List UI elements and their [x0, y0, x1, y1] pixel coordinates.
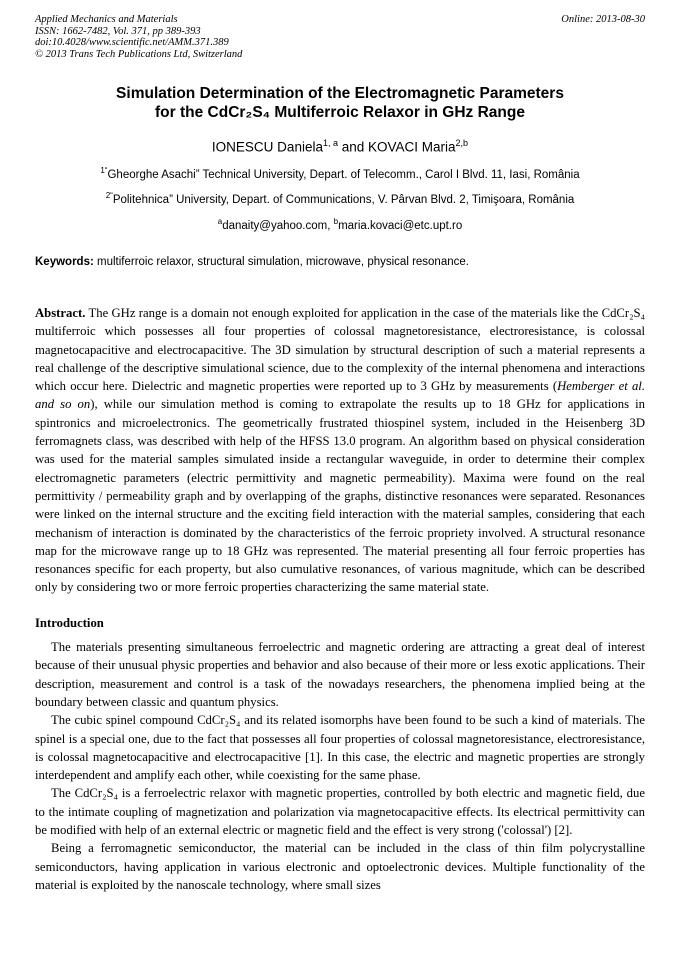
paper-title-line2: for the CdCr₂S₄ Multiferroic Relaxor in GHz Range — [155, 104, 525, 121]
introduction-heading: Introduction — [35, 615, 104, 630]
issn-volume-line: ISSN: 1662-7482, Vol. 371, pp 389-393 — [35, 25, 201, 37]
email-b-superscript: b — [333, 217, 339, 227]
author-2-name: KOVACI Maria — [368, 139, 456, 155]
keywords-line — [35, 255, 645, 270]
abstract-citation-italic: Hemberger et al. and so on — [35, 379, 645, 412]
abstract-label: Abstract. — [35, 305, 86, 320]
affiliation-1-text: Gheorghe Asachi” Technical University, Depart. of Telecomm., Carol I Blvd. 11, Iasi, România — [107, 168, 580, 181]
copyright-line: © 2013 Trans Tech Publications Ltd, Switzerland — [35, 48, 243, 60]
email-a-superscript: a — [217, 217, 223, 227]
authors-connector: and — [337, 139, 369, 155]
keywords-text: multiferroic relaxor, structural simulation, microwave, physical resonance. — [93, 255, 469, 268]
doi-line: doi:10.4028/www.scientific.net/AMM.371.389 — [35, 37, 229, 48]
author-1-name: IONESCU Daniela — [211, 139, 323, 155]
intro-paragraph-1: The materials presenting simultaneous ferroelectric and magnetic ordering are attracting a great deal of interest because of their unusual physic properties and behavior and also because of their more or less exotic applications. Their description, measurement and control is a task of the nowadays researchers, the phenomena implied being at the boundary between classic and quantum physics. — [35, 640, 645, 709]
intro-paragraph-4: Being a ferromagnetic semiconductor, the material can be included in the class of thin film polycrystalline semiconductors, having application in various electronic and optoelectronic devices. Multiple functionality of the material is exploited by the nanoscale technology, where small sizes — [35, 841, 645, 892]
author-1-superscript: 1, a — [322, 138, 338, 148]
abstract-paragraph — [35, 304, 645, 597]
authors-line — [35, 135, 645, 156]
affiliation-1-superscript: 1“ — [100, 165, 108, 175]
author-2-superscript: 2,b — [455, 138, 469, 148]
online-date: Online: 2013-08-30 — [561, 14, 645, 25]
email-a: danaity@yahoo.com, — [222, 219, 334, 232]
keywords-label: Keywords: — [35, 255, 94, 268]
email-b: maria.kovaci@etc.upt.ro — [338, 219, 463, 232]
paper-title-line1: Simulation Determination of the Electromagnetic Parameters — [116, 85, 564, 102]
intro-paragraph-2: The cubic spinel compound CdCr₂S₄ and its related isomorphs have been found to be such a kind of materials. The spinel is a special one, due to the fact that possesses all four properties of colossal magnetoresistance, electroresistance, is colossal magnetocapacitive and electrocapacitive [1]. In this case, the electric and magnetic properties are strongly interdependent and amplify each other, while coexisting for the same phase. — [35, 713, 645, 783]
introduction-section — [35, 638, 645, 894]
paper-title — [35, 84, 645, 122]
affiliation-1 — [35, 164, 645, 182]
intro-paragraph-3: The CdCr₂S₄ is a ferroelectric relaxor with magnetic properties, controlled by both electric and magnetic field, due to the intimate coupling of magnetization and polarization via magnetocapacitive effects. Its electrical permittivity can be modified with help of an external electric or magnetic field and the effect is very strong ('colossal') [2]. — [35, 786, 645, 837]
journal-header-left — [35, 14, 242, 60]
affiliation-2 — [35, 189, 645, 207]
affiliation-2-superscript: 2“ — [105, 191, 113, 201]
journal-name: Applied Mechanics and Materials — [35, 14, 178, 25]
abstract-text-part1: The GHz range is a domain not enough exploited for application in the case of the materials like the CdCr₂S₄ multiferroic which possesses all four properties of colossal magnetoresistance, electroresistance, is colossal magnetocapacitive and electrocapacitive. The 3D simulation by structural description of such a material represents a real challenge of the descriptive simulational science, due to the complexity of the internal phenomena and interactions which occur here. Dielectric and magnetic properties were reported up to 3 GHz by measurements ( — [35, 305, 645, 394]
emails-line — [35, 215, 645, 233]
affiliation-2-text: Politehnica” University, Depart. of Communications, V. Pârvan Blvd. 2, Timişoara, România — [112, 194, 575, 207]
abstract-text-part2: ), while our simulation method is coming to extrapolate the results up to 18 GHz for applications in spintronics and microelectronics. The geometrically frustrated thiospinel system, included in the Heisenberg 3D ferromagnets class, was described with help of the HFSS 13.0 program. An algorithm based on physical consideration was used for the material samples simulated inside a rectangular waveguide, in order to determine their complex electromagnetic parameters (electric permittivity and magnetic permeability). Maxima were found on the real permittivity / permeability graph and by overlapping of the graphs, distinctive resonances were separated. Resonances were linked on the internal structure and the exciting field interaction with the material samples, considering that each mechanism of interaction is dominated by the characteristics of the ferroic propriety involved. A structural resonance map for the microwave range up to 18 GHz was represented. The material presenting all four ferroic properties has resonances specific for each property, but also cumulative resonances, of various magnitude, which can be described only by considering two or more ferroic properties characterizing the same material state. — [35, 397, 645, 595]
journal-header — [35, 14, 645, 60]
